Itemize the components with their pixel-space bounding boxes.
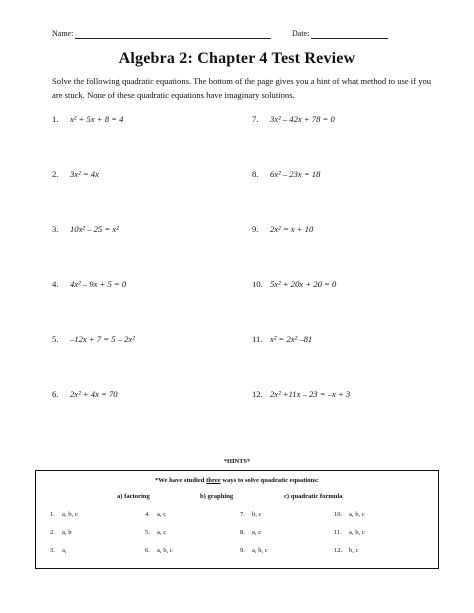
problem-number: 5. <box>52 334 59 344</box>
date-label: Date: <box>292 29 310 38</box>
problem-equation: 6x² – 23x = 18 <box>270 169 321 179</box>
hint-value: a, b, c <box>62 511 78 518</box>
hint-item <box>145 547 173 554</box>
hint-item <box>334 511 365 518</box>
problem-number: 10. <box>252 279 263 289</box>
hint-value: a, c <box>157 529 167 536</box>
hint-item <box>50 529 72 536</box>
hint-number: 8. <box>240 529 245 536</box>
method-quadratic-formula: c) quadratic formula <box>284 493 343 500</box>
hints-subtitle-pre: *We have studied <box>154 477 207 484</box>
problem-2 <box>52 169 99 179</box>
problem-equation: 4x² – 9x + 5 = 0 <box>70 279 127 289</box>
problem-number: 11. <box>252 334 263 344</box>
hint-number: 5. <box>145 529 150 536</box>
hint-number: 10. <box>334 511 343 518</box>
problem-1 <box>52 114 123 124</box>
hints-title: *HINTS* <box>223 458 251 465</box>
problem-number: 2. <box>52 169 59 179</box>
hint-value: b, c <box>349 547 359 554</box>
hint-number: 6. <box>145 547 150 554</box>
header-row <box>52 27 422 41</box>
hint-item <box>50 547 67 554</box>
problem-equation: –12x + 7 = 5 – 2x² <box>70 334 135 344</box>
name-line <box>75 38 271 39</box>
problem-number: 8. <box>252 169 259 179</box>
problem-equation: 3x² = 4x <box>70 169 99 179</box>
hint-item <box>240 529 261 536</box>
problem-equation: 3x² – 42x + 78 = 0 <box>270 114 335 124</box>
name-label: Name: <box>52 29 74 38</box>
problem-12 <box>252 389 350 399</box>
problem-8 <box>252 169 320 179</box>
problem-3 <box>52 224 119 234</box>
hint-item <box>240 511 262 518</box>
problem-equation: x² = 2x² –81 <box>270 334 313 344</box>
hint-value: a, b, c <box>349 529 365 536</box>
hint-value: a, b, c <box>349 511 365 518</box>
hint-number: 4. <box>145 511 150 518</box>
hint-number: 2. <box>50 529 55 536</box>
hint-value: b, c <box>252 511 262 518</box>
problem-equation: 2x² = x + 10 <box>270 224 314 234</box>
hint-number: 1. <box>50 511 55 518</box>
hint-value: a, <box>62 547 67 554</box>
problem-number: 9. <box>252 224 259 234</box>
problem-4 <box>52 279 126 289</box>
hint-value: a, b, c <box>252 547 268 554</box>
problem-9 <box>252 224 313 234</box>
hint-number: 9. <box>240 547 245 554</box>
hint-number: 12. <box>334 547 343 554</box>
hint-number: 7. <box>240 511 245 518</box>
hint-item <box>334 529 365 536</box>
problem-equation: 5x² + 20x + 20 = 0 <box>270 279 337 289</box>
instructions: Solve the following quadratic equations. The bottom of the page gives you a hint of what method to use if you are stuck. None of these quadratic equations have imaginary solutions. <box>52 76 432 100</box>
problem-7 <box>252 114 335 124</box>
page-title: Algebra 2: Chapter 4 Test Review <box>118 50 356 67</box>
problem-11 <box>252 334 312 344</box>
problem-5 <box>52 334 135 344</box>
hint-value: a, c <box>157 511 167 518</box>
problem-equation: 2x² + 4x = 70 <box>70 389 118 399</box>
hints-subtitle <box>36 477 438 484</box>
hint-number: 11. <box>334 529 342 536</box>
hint-item <box>334 547 359 554</box>
problem-equation: 10x² – 25 = x² <box>70 224 119 234</box>
hint-item <box>50 511 78 518</box>
method-graphing: b) graphing <box>200 493 234 500</box>
problem-number: 6. <box>52 389 59 399</box>
hint-item <box>145 511 166 518</box>
problem-10 <box>252 279 336 289</box>
hint-value: a, b, c <box>157 547 173 554</box>
problem-number: 3. <box>52 224 59 234</box>
date-line <box>311 38 388 39</box>
problem-equation: x² + 5x + 8 = 4 <box>70 114 124 124</box>
problem-number: 7. <box>252 114 259 124</box>
problem-number: 4. <box>52 279 59 289</box>
hint-value: a, c <box>252 529 262 536</box>
hint-item <box>145 529 166 536</box>
problem-number: 12. <box>252 389 263 399</box>
problem-number: 1. <box>52 114 59 124</box>
problem-6 <box>52 389 118 399</box>
hint-value: a, b <box>62 529 72 536</box>
problem-equation: 2x² +11x – 23 = –x + 3 <box>270 389 351 399</box>
hint-number: 3. <box>50 547 55 554</box>
hints-subtitle-emphasis: three <box>206 477 221 484</box>
hints-box <box>35 470 439 569</box>
hints-subtitle-post: ways to solve quadratic equations: <box>220 477 319 484</box>
hint-item <box>240 547 268 554</box>
method-factoring: a) factoring <box>117 493 150 500</box>
